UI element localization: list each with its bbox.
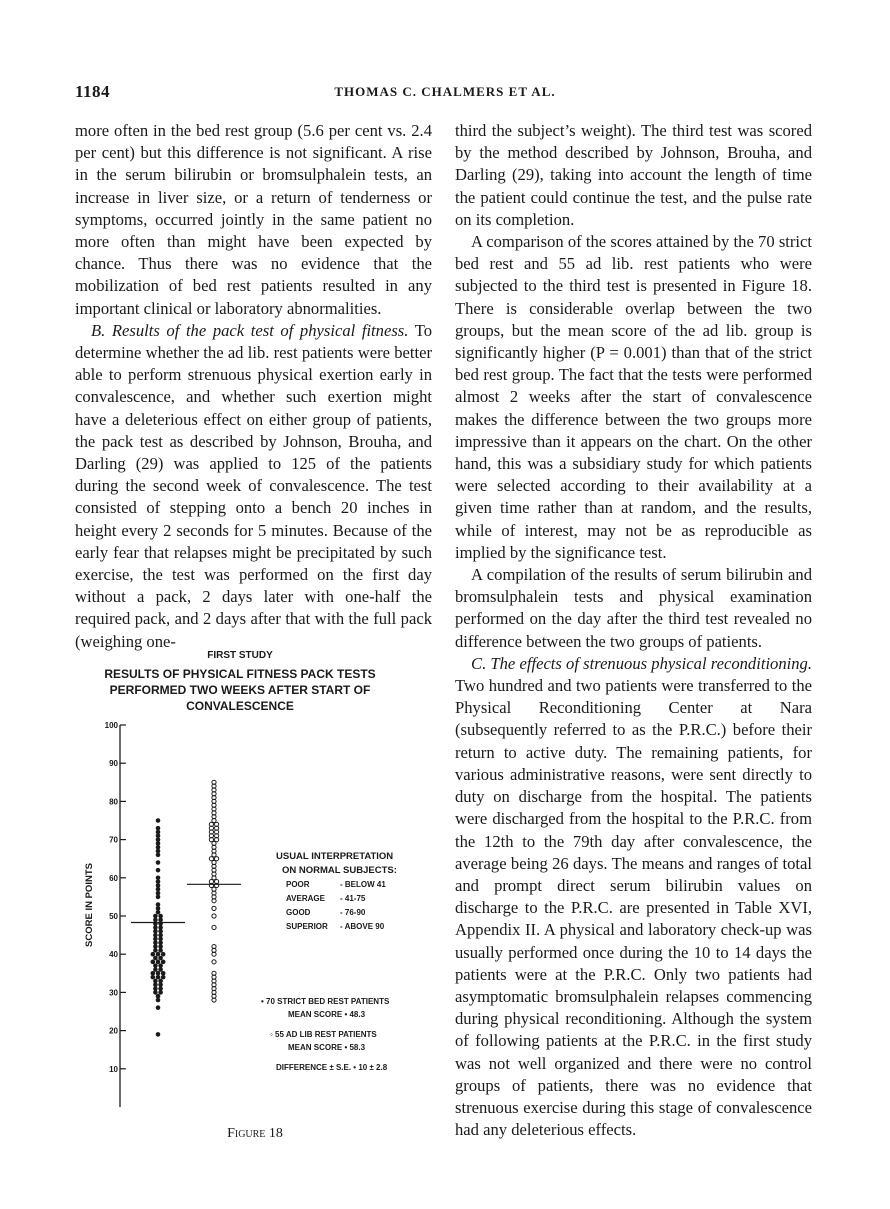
interp-label-good: GOOD (286, 908, 311, 917)
y-tick-label: 100 (104, 721, 118, 730)
interp-range-superior: - ABOVE 90 (340, 922, 385, 931)
legend-group1-line1: • 70 STRICT BED REST PATIENTS (261, 997, 390, 1006)
data-point-bed-rest (153, 914, 158, 919)
legend-group1-line2: MEAN SCORE • 48.3 (288, 1010, 366, 1019)
data-point-ad-lib (215, 857, 219, 861)
data-point-bed-rest (156, 818, 161, 823)
data-point-bed-rest (151, 971, 156, 976)
section-heading-b: B. Results of the pack test of physical fitness. (91, 320, 409, 340)
y-tick-label: 90 (109, 759, 118, 769)
figure-caption: Figure 18 (227, 1126, 283, 1141)
interp-heading-1: USUAL INTERPRETATION (276, 851, 394, 862)
y-tick-label: 60 (109, 873, 118, 883)
data-point-bed-rest (161, 952, 166, 957)
left-column (75, 120, 432, 653)
y-tick-label: 50 (109, 912, 118, 921)
figure-18 (70, 645, 440, 1165)
paragraph: third the subject’s weight). The third test was scored by the method described by Johnson, Brouha, and Darling (29), taking into account the length of time the patient could continue the test, and the pulse rate on its completion. (455, 121, 812, 229)
data-point-bed-rest (161, 971, 166, 976)
data-point-bed-rest (156, 860, 161, 865)
data-point-bed-rest (156, 868, 161, 873)
paragraph-text: Two hundred and two patients were transferred to the Physical Reconditioning Center at Nara (subsequently referred to as the P.R.C.) before their return to active duty. The remaining patients, for various administrative reasons, were sent directly to duty on discharge from the hospital. The patients were discharged from the hospital to the P.R.C. from the 12th to the 79th day after convalescence, the average being 26 days. The means and ranges of total and prompt direct serum bilirubin values on discharge to the P.R.C. are presented in Table XVI, Appendix II. A physical and laboratory check-up was usually performed once during the 10 to 14 days the patients were at the P.R.C. Only two patients had asymptomatic bromsulphalein relapses commencing during physical reconditioning. Although the system of following patients at the P.R.C. in the first study was not well organized and there were no control groups of patients, there was no evidence that strenuous exercise during this stage of convalescence had any deleterious effects. (455, 676, 812, 1140)
data-point-ad-lib (212, 960, 216, 964)
data-point-bed-rest (151, 960, 156, 965)
right-column (455, 120, 812, 1141)
y-tick-label: 80 (109, 797, 118, 807)
data-point-bed-rest (151, 952, 156, 957)
y-axis-label: SCORE IN POINTS (84, 863, 95, 947)
data-point-bed-rest (156, 994, 161, 999)
interp-label-average: AVERAGE (286, 894, 325, 903)
y-tick-label: 10 (109, 1064, 118, 1074)
data-point-ad-lib (212, 906, 216, 910)
paragraph: more often in the bed rest group (5.6 per cent vs. 2.4 per cent) but this difference is not significant. A rise in the serum bilirubin or bromsulphalein tests, an increase in liver size, or a return of tenderness or symptoms, occurred jointly in the same patient no more often than might have been expected by chance. Thus there was no evidence that the mobilization of bed rest patients resulted in any important clinical or laboratory abnormalities. (75, 121, 432, 318)
paragraph: A compilation of the results of serum bilirubin and bromsulphalein tests and physical examination performed on the day after the third test revealed no difference between the two groups of patients. (455, 565, 812, 651)
data-point-bed-rest (156, 1032, 161, 1037)
legend-difference: DIFFERENCE ± S.E. • 10 ± 2.8 (276, 1063, 388, 1072)
data-point-bed-rest (156, 952, 161, 957)
data-point-bed-rest (156, 960, 161, 965)
interp-range-poor: - BELOW 41 (340, 880, 386, 889)
data-point-bed-rest (158, 963, 163, 968)
page-header (75, 82, 815, 106)
data-point-bed-rest (156, 876, 161, 881)
running-head: THOMAS C. CHALMERS ET AL. (334, 84, 556, 99)
y-axis (105, 721, 126, 1107)
data-point-bed-rest (153, 963, 158, 968)
paragraph: A comparison of the scores attained by the 70 strict bed rest and 55 ad lib. rest patients who were subjected to the third test is presented in Figure 18. There is considerable overlap between the two groups, but the mean score of the ad lib. group is significantly higher (P = 0.001) than that of the strict bed rest group. The fact that the tests were performed almost 2 weeks after the start of convalescence makes the difference between the two groups more impressive than it appears on the chart. On the other hand, this was a subsidiary study for which patients were selected according to their availability at a given time rather than at random, and the results, while of interest, may not be as reproducible as implied by the significance test. (455, 232, 812, 562)
data-point-bed-rest (158, 979, 163, 984)
y-tick-label: 30 (109, 988, 118, 998)
data-point-bed-rest (156, 971, 161, 976)
y-tick-label: 70 (109, 835, 118, 845)
section-heading-c: C. The effects of strenuous physical reconditioning. (471, 653, 812, 673)
data-point-bed-rest (153, 956, 158, 961)
data-point-bed-rest (156, 1005, 161, 1010)
chart-svg (70, 645, 440, 1165)
legend-group2-line2: MEAN SCORE • 58.3 (288, 1043, 366, 1052)
y-tick-label: 20 (109, 1026, 118, 1036)
chart-title-line-1: RESULTS OF PHYSICAL FITNESS PACK TESTS (104, 667, 376, 681)
data-marks (131, 780, 241, 1037)
y-tick-label: 40 (109, 950, 118, 960)
interp-range-good: - 76-90 (340, 908, 366, 917)
interp-label-poor: POOR (286, 880, 310, 889)
paragraph-text: To determine whether the ad lib. rest patients were better able to perform strenuous physical exertion early in convalescence, and whether such exertion might have a deleterious effect on either group of patients, the pack test as described by Johnson, Brouha, and Darling (29) was applied to 125 of the patients during the second week of convalescence. The test consisted of stepping onto a bench 20 inches in height every 2 seconds for 5 minutes. Because of the early fear that relapses might be precipitated by such exercise, the test was performed on the first day without a pack, 2 days later with one-half the required pack, and 2 days after that with the full pack (weighing one- (75, 320, 432, 651)
chart-title-line-3: CONVALESCENCE (186, 699, 294, 713)
page-number: 1184 (75, 82, 111, 101)
interp-label-superior: SUPERIOR (286, 922, 328, 931)
legend-group2-line1: ◦ 55 AD LIB REST PATIENTS (270, 1030, 377, 1039)
data-point-bed-rest (158, 956, 163, 961)
data-point-bed-rest (156, 826, 161, 831)
chart-title-line-2: PERFORMED TWO WEEKS AFTER START OF (109, 683, 371, 697)
data-point-bed-rest (161, 960, 166, 965)
data-point-bed-rest (153, 979, 158, 984)
data-point-ad-lib (212, 914, 216, 918)
study-label: FIRST STUDY (207, 650, 273, 661)
data-point-bed-rest (156, 902, 161, 907)
interp-heading-2: ON NORMAL SUBJECTS: (282, 865, 397, 876)
paragraph (455, 653, 812, 1141)
data-point-ad-lib (209, 857, 213, 861)
data-point-ad-lib (212, 925, 216, 929)
interp-range-average: - 41-75 (340, 894, 366, 903)
data-point-bed-rest (158, 914, 163, 919)
paragraph (75, 320, 432, 653)
